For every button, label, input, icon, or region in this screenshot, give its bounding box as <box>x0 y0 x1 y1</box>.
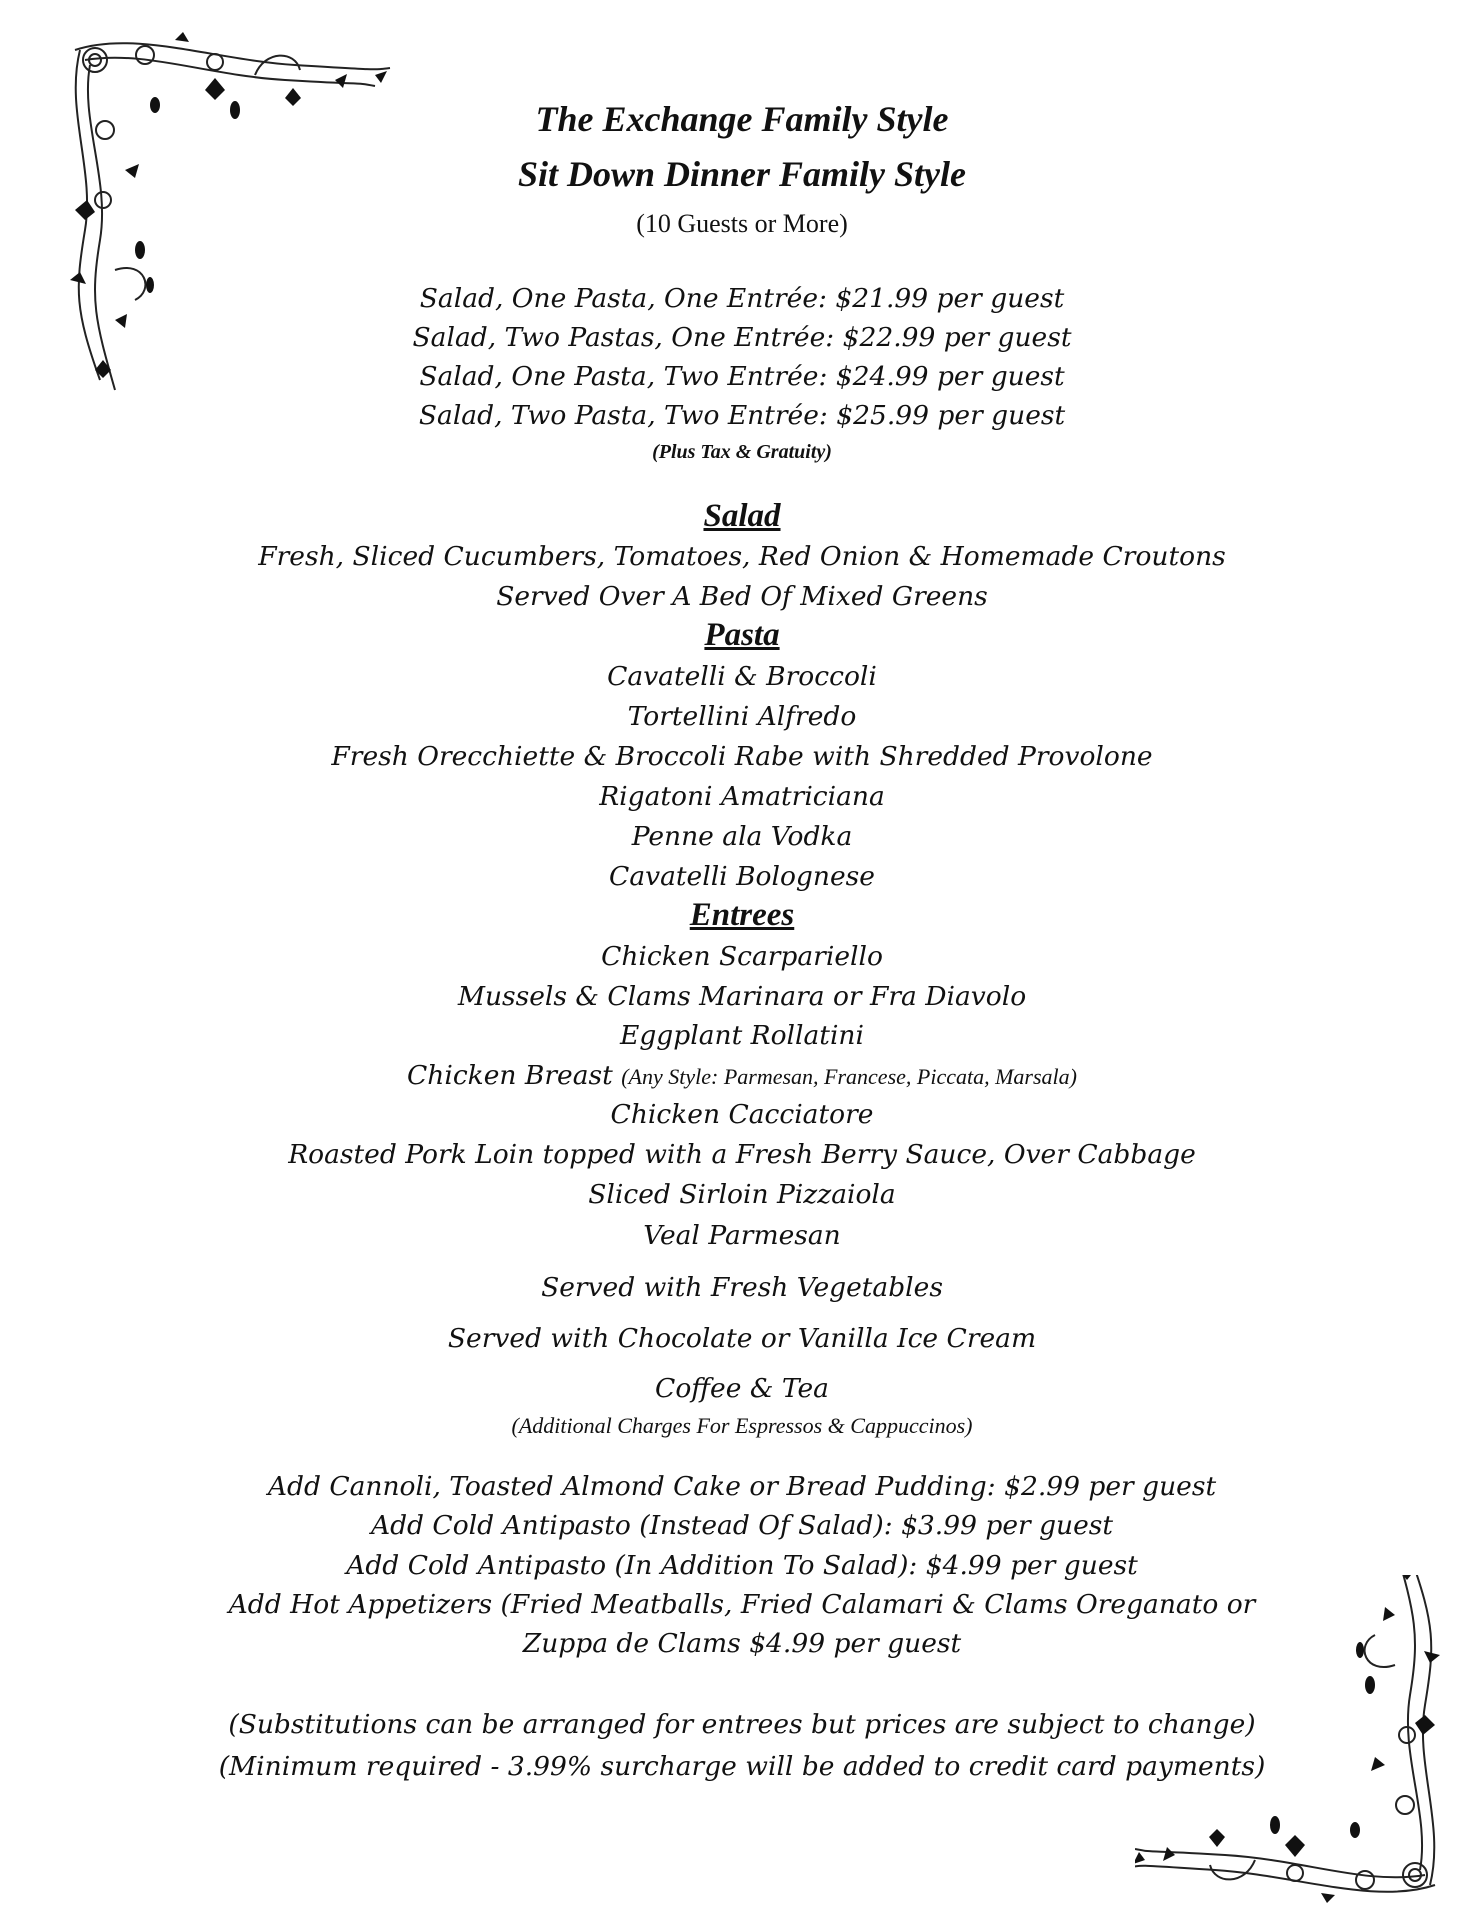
chicken-breast-styles: (Any Style: Parmesan, Francese, Piccata, Marsala) <box>621 1064 1077 1089</box>
substitutions-note: (Substitutions can be arranged for entrees but prices are subject to change) <box>228 1709 1256 1740</box>
pasta-item: Penne ala Vodka <box>631 821 853 852</box>
entree-item: Eggplant Rollatini <box>620 1020 864 1051</box>
price-option: Salad, One Pasta, Two Entrée: $24.99 per guest <box>419 361 1065 392</box>
entree-item: Veal Parmesan <box>643 1220 841 1251</box>
addon-item: Add Cold Antipasto (Instead Of Salad): $3.99 per guest <box>370 1510 1114 1541</box>
menu-title: The Exchange Family Style <box>535 99 949 139</box>
salad-heading: Salad <box>703 498 781 534</box>
salad-description: Fresh, Sliced Cucumbers, Tomatoes, Red Onion & Homemade Croutons <box>258 541 1226 572</box>
entree-item: Roasted Pork Loin topped with a Fresh Berry Sauce, Over Cabbage <box>288 1139 1196 1170</box>
surcharge-note: (Minimum required - 3.99% surcharge will be added to credit card payments) <box>218 1751 1266 1782</box>
tax-note: (Plus Tax & Gratuity) <box>652 441 832 463</box>
addon-item: Add Cannoli, Toasted Almond Cake or Bread Pudding: $2.99 per guest <box>267 1471 1217 1502</box>
entrees-heading: Entrees <box>689 897 795 933</box>
salad-description: Served Over A Bed Of Mixed Greens <box>496 581 988 612</box>
pasta-item: Cavatelli Bolognese <box>609 861 875 892</box>
addon-item: Zuppa de Clams $4.99 per guest <box>522 1628 962 1659</box>
floral-corner-bottom-right-icon <box>1135 1575 1455 1915</box>
pasta-item: Cavatelli & Broccoli <box>607 661 877 692</box>
price-option: Salad, Two Pasta, Two Entrée: $25.99 per guest <box>418 400 1066 431</box>
price-option: Salad, Two Pastas, One Entrée: $22.99 per guest <box>412 322 1072 353</box>
guest-minimum: (10 Guests or More) <box>636 209 848 238</box>
pasta-item: Tortellini Alfredo <box>627 701 857 732</box>
coffee-note: (Additional Charges For Espressos & Cappuccinos) <box>511 1413 973 1438</box>
addon-item: Add Cold Antipasto (In Addition To Salad): $4.99 per guest <box>346 1550 1138 1581</box>
entree-item: Sliced Sirloin Pizzaiola <box>588 1179 896 1210</box>
pasta-item: Rigatoni Amatriciana <box>599 781 885 812</box>
chicken-breast-label: Chicken Breast <box>407 1060 613 1091</box>
entree-item-chicken-breast <box>0 1060 1484 1091</box>
ice-cream-note: Served with Chocolate or Vanilla Ice Cream <box>447 1323 1037 1354</box>
entree-item: Mussels & Clams Marinara or Fra Diavolo <box>457 981 1027 1012</box>
addon-item: Add Hot Appetizers (Fried Meatballs, Fried Calamari & Clams Oreganato or <box>228 1589 1256 1620</box>
pasta-heading: Pasta <box>704 617 780 653</box>
coffee-tea: Coffee & Tea <box>655 1373 829 1404</box>
price-option: Salad, One Pasta, One Entrée: $21.99 per guest <box>419 283 1065 314</box>
vegetables-note: Served with Fresh Vegetables <box>541 1272 943 1303</box>
pasta-item: Fresh Orecchiette & Broccoli Rabe with Shredded Provolone <box>331 741 1153 772</box>
menu-subtitle: Sit Down Dinner Family Style <box>517 154 967 194</box>
entree-item: Chicken Scarpariello <box>601 941 883 972</box>
entree-item: Chicken Cacciatore <box>610 1099 874 1130</box>
